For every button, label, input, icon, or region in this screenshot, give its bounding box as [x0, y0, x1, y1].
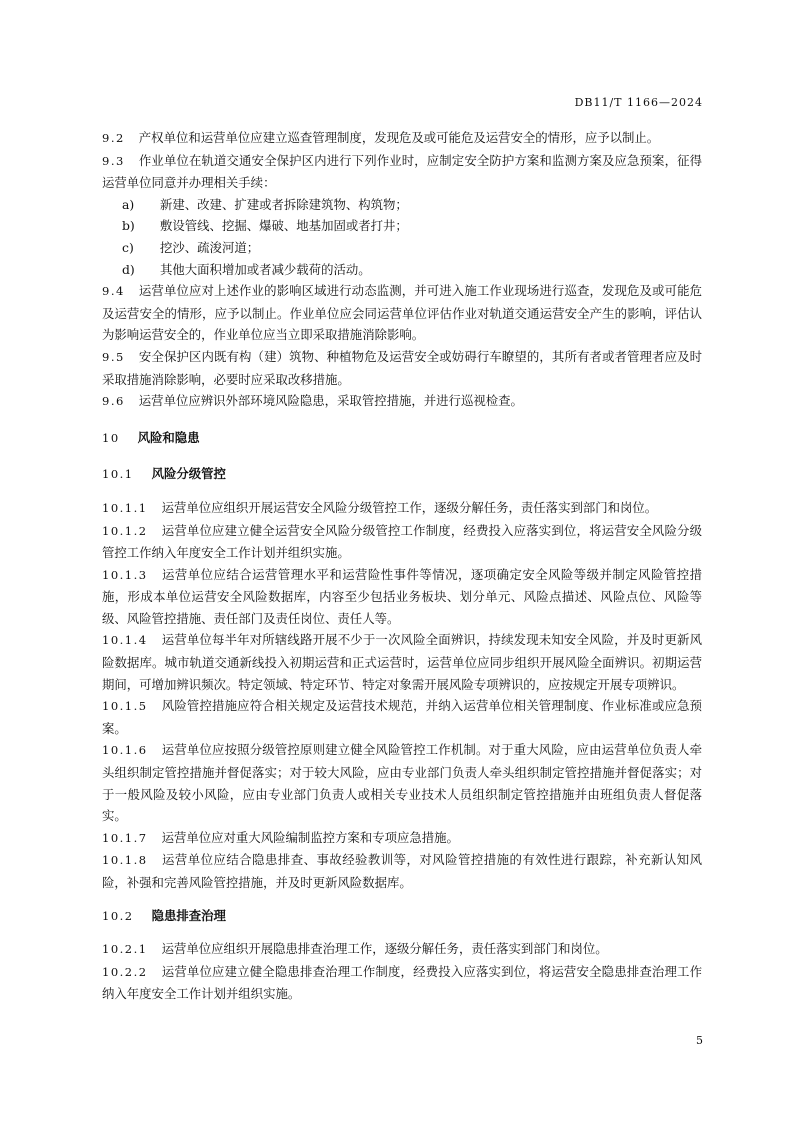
list-item [102, 194, 702, 216]
list-text: 其他大面积增加或者减少载荷的活动。 [160, 261, 371, 277]
clause-number: 10.1.1 [102, 500, 148, 515]
clause-10-2-1 [102, 938, 702, 961]
section-title: 隐患排查治理 [151, 907, 226, 923]
clause-10-1-6 [102, 739, 702, 826]
clause-number: 9.2 [102, 131, 125, 145]
section-title: 风险分级管控 [151, 466, 226, 482]
list-label: c) [122, 239, 134, 255]
clause-text: 运营单位每半年对所辖线路开展不少于一次风险全面辨识，持续发现未知安全风险，并及时更新风险数据库。城市轨道交通新线投入初期运营和正式运营时，运营单位应同步组织开展风险全面辨识。初期运营期间，可增加辨识频次。特定领域、特定环节、特定对象需开展风险专项辨识的，应按规定开展专项辨识。 [102, 632, 702, 692]
clause-number: 10.1.5 [102, 699, 148, 714]
clause-text: 运营单位应建立健全隐患排查治理工作制度，经费投入应落实到位，将运营安全隐患排查治理工作纳入年度安全工作计划并组织实施。 [102, 963, 702, 1002]
clause-text: 运营单位应组织开展隐患排查治理工作，逐级分解任务，责任落实到部门和岗位。 [161, 941, 608, 957]
clause-number: 10.1.2 [102, 523, 148, 538]
clause-10-1-3 [102, 564, 702, 630]
clause-number: 10.1.8 [102, 853, 148, 868]
clause-number: 10.1.7 [102, 830, 148, 845]
document-body [102, 127, 702, 1005]
clause-text: 运营单位应对上述作业的影响区域进行动态监测，并可进入施工作业现场进行巡查，发现危及或可能危及运营安全的情形，应予以制止。作业单位应会同运营单位评估作业对轨道交通运营安全产生的影响，评估认为影响运营安全的，作业单位应当立即采取措施消除影响。 [102, 283, 702, 343]
clause-text: 安全保护区内既有构（建）筑物、种植物危及运营安全或妨碍行车瞭望的，其所有者或者管理者应及时采取措施消除影响，必要时应采取改移措施。 [102, 348, 702, 387]
clause-text: 运营单位应建立健全运营安全风险分级管控工作制度，经费投入应落实到位，将运营安全风险分级管控工作纳入年度安全工作计划并组织实施。 [102, 522, 702, 561]
list-label: b) [122, 218, 135, 234]
clause-number: 10.1.6 [102, 743, 148, 758]
clause-text: 运营单位应组织开展运营安全风险分级管控工作，逐级分解任务，责任落实到部门和岗位。 [161, 499, 658, 515]
clause-number: 9.5 [102, 349, 125, 364]
list-item [102, 215, 702, 237]
clause-number: 10.2.1 [102, 942, 148, 957]
clause-text: 运营单位应结合隐患排查、事故经验教训等，对风险管控措施的有效性进行跟踪，补充新认知风险，补强和完善风险管控措施，并及时更新风险数据库。 [102, 852, 702, 890]
section-heading-10-1 [102, 463, 702, 486]
clause-text: 运营单位应对重大风险编制监控方案和专项应急措施。 [161, 829, 459, 845]
clause-text: 运营单位应结合运营管理水平和运营险性事件等情况，逐项确定安全风险等级并制定风险管控措施，形成本单位运营安全风险数据库，内容至少包括业务板块、划分单元、风险点描述、风险点位、风险等级、风险管控措施、责任部门及责任岗位、责任人等。 [102, 566, 702, 626]
list-label: a) [122, 196, 135, 212]
section-number: 10.2 [102, 908, 134, 923]
clause-9-2 [102, 127, 702, 150]
list-text: 敷设管线、挖掘、爆破、地基加固或者打井； [160, 218, 408, 234]
clause-number: 9.4 [102, 284, 125, 299]
clause-9-3 [102, 150, 702, 194]
clause-text: 风险管控措施应符合相关规定及运营技术规范，并纳入运营单位相关管理制度、作业标准或应急预案。 [102, 698, 702, 736]
clause-10-1-2 [102, 520, 702, 564]
clause-text: 产权单位和运营单位应建立巡查管理制度，发现危及或可能危及运营安全的情形，应予以制止。 [138, 130, 660, 145]
list-item [102, 259, 702, 281]
section-heading-10 [102, 427, 702, 450]
section-heading-10-2 [102, 905, 702, 928]
clause-10-1-5 [102, 695, 702, 739]
clause-number: 9.3 [102, 153, 125, 168]
page-number: 5 [696, 1034, 703, 1047]
clause-number: 10.2.2 [102, 964, 148, 979]
document-code: DB11/T 1166—2024 [574, 96, 703, 109]
clause-number: 10.1.3 [102, 567, 148, 582]
list-text: 挖沙、疏浚河道； [160, 239, 260, 255]
clause-9-5 [102, 346, 702, 390]
list-item [102, 237, 702, 259]
clause-10-1-7 [102, 827, 702, 850]
clause-number: 10.1.4 [102, 633, 148, 648]
clause-9-6 [102, 390, 702, 413]
clause-10-2-2 [102, 961, 702, 1005]
clause-10-1-8 [102, 849, 702, 893]
clause-9-4 [102, 280, 702, 346]
section-title: 风险和隐患 [137, 429, 200, 445]
clause-10-1-4 [102, 629, 702, 695]
clause-text: 运营单位应按照分级管控原则建立健全风险管控工作机制。对于重大风险，应由运营单位负责人牵头组织制定管控措施并督促落实；对于较大风险，应由专业部门负责人牵头组织制定管控措施并督促落实；对于一般风险及较小风险，应由专业部门负责人或相关专业技术人员组织制定管控措施并由班组负责人督促落实。 [102, 742, 702, 824]
list-text: 新建、改建、扩建或者拆除建筑物、构筑物； [160, 196, 408, 212]
section-number: 10 [102, 430, 120, 445]
clause-text: 作业单位在轨道交通安全保护区内进行下列作业时，应制定安全防护方案和监测方案及应急预案，征得运营单位同意并办理相关手续： [102, 152, 702, 191]
list-label: d) [122, 261, 135, 277]
section-number: 10.1 [102, 467, 134, 482]
clause-text: 运营单位应辨识外部环境风险隐患，采取管控措施，并进行巡视检查。 [138, 393, 523, 409]
clause-10-1-1 [102, 497, 702, 520]
clause-number: 9.6 [102, 394, 125, 409]
